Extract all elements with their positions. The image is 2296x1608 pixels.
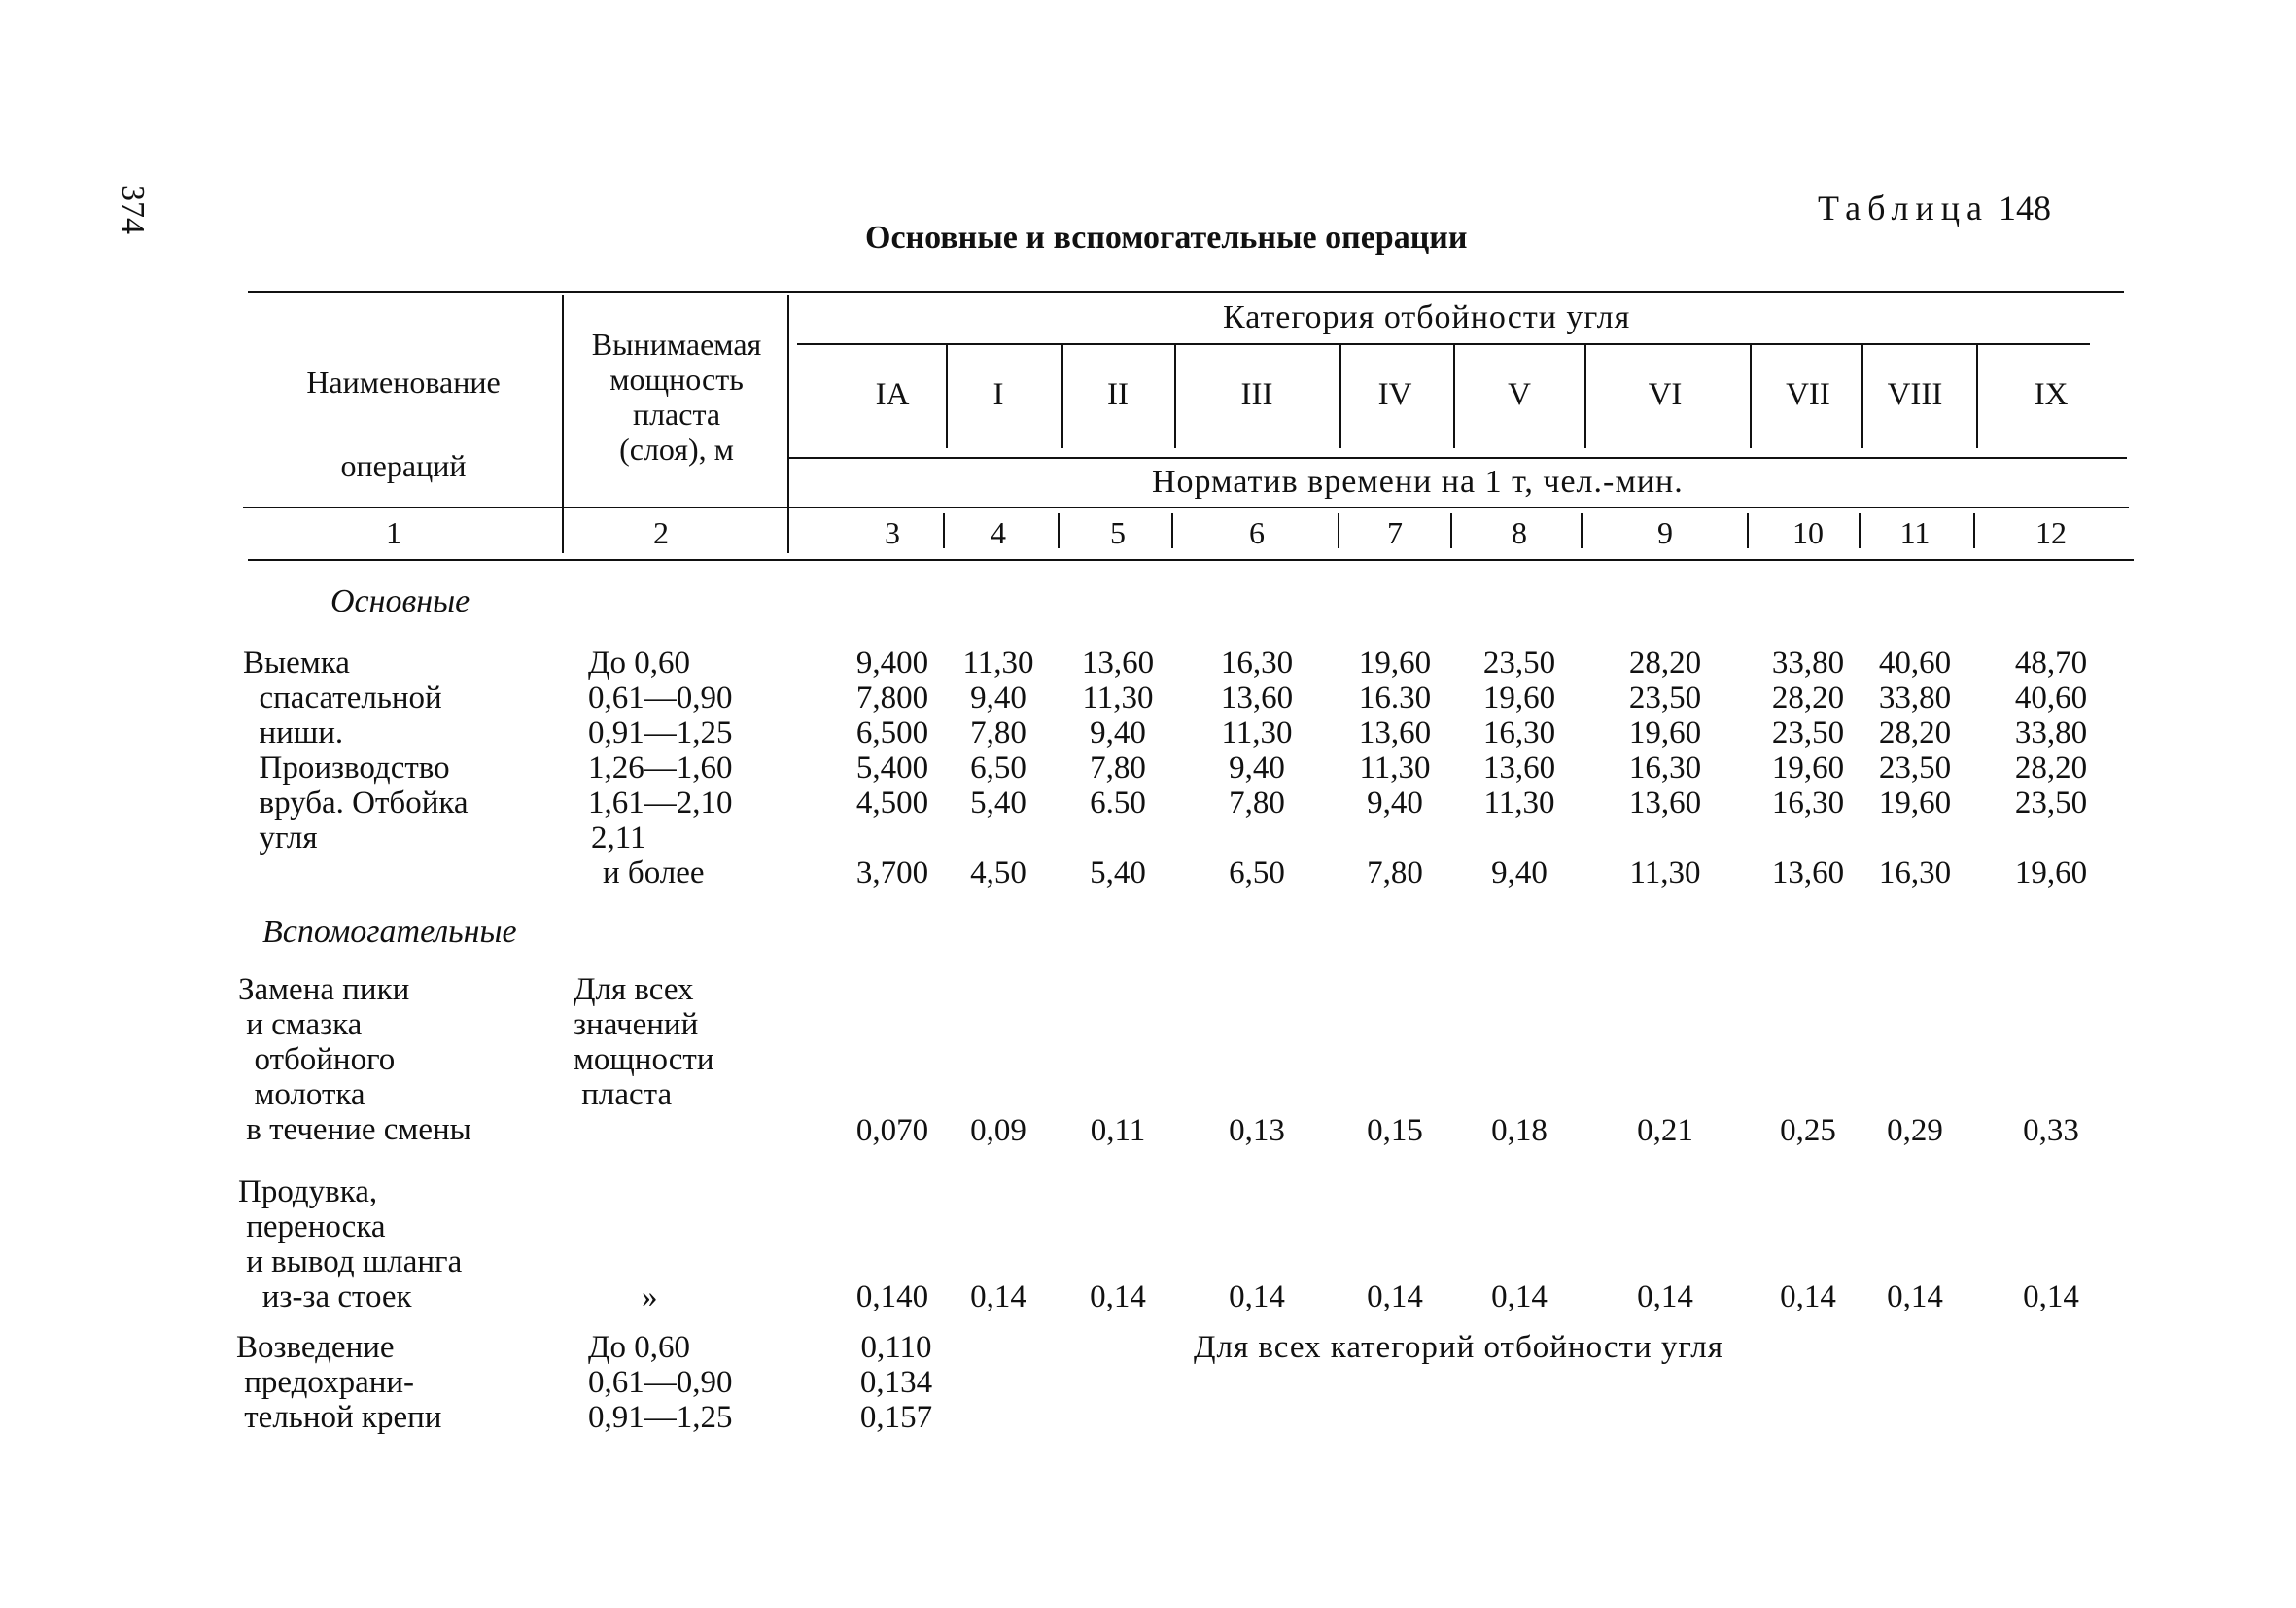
column-number-8: 8	[1512, 515, 1527, 550]
aux-row-2-value-9: 0,14	[1887, 1279, 1943, 1314]
aux-row-1-value-7: 0,21	[1637, 1113, 1693, 1148]
main-value-r1-c10: 48,70	[2014, 646, 2088, 681]
main-value-r5-c2: 5,40	[970, 786, 1026, 821]
main-value-r2-c10: 40,60	[2014, 681, 2088, 716]
main-value-r3-c8: 23,50	[1771, 716, 1845, 751]
main-value-r2-c3: 11,30	[1082, 681, 1154, 716]
main-thickness-4: 1,26—1,60	[588, 751, 733, 786]
main-value-r4-c2: 6,50	[970, 751, 1026, 786]
header-category-title: Категория отбойности угля	[1223, 299, 1631, 335]
colnum-bottom-rule	[248, 559, 2134, 561]
num-divider-3	[1171, 513, 1173, 548]
main-value-r3-c2: 7,80	[970, 716, 1026, 751]
column-number-9: 9	[1657, 515, 1673, 550]
aux-row-2-value-7: 0,14	[1637, 1279, 1693, 1314]
norm-rule	[787, 457, 2127, 459]
main-value-r1-c8: 33,80	[1771, 646, 1845, 681]
aux-row-3-thickness-3: 0,91—1,25	[588, 1400, 733, 1435]
aux-row-2-value-8: 0,14	[1780, 1279, 1836, 1314]
main-value-r6-c5: 7,80	[1367, 856, 1423, 891]
aux-row-1-value-8: 0,25	[1780, 1113, 1836, 1148]
aux-row-1-value-4: 0,13	[1229, 1113, 1285, 1148]
main-value-r2-c9: 33,80	[1878, 681, 1952, 716]
main-value-r2-c8: 28,20	[1771, 681, 1845, 716]
column-number-4: 4	[991, 515, 1006, 550]
main-value-r5-c6: 11,30	[1483, 786, 1555, 821]
main-value-r5-c3: 6.50	[1090, 786, 1146, 821]
column-number-3: 3	[885, 515, 900, 550]
main-value-r6-c10: 19,60	[2014, 856, 2088, 891]
aux-row-1-value-2: 0,09	[970, 1113, 1026, 1148]
main-value-r5-c9: 19,60	[1878, 786, 1952, 821]
main-value-r6-c8: 13,60	[1771, 856, 1845, 891]
table-label	[1818, 188, 2051, 228]
main-thickness-1: До 0,60	[588, 646, 691, 681]
category-rule	[797, 343, 2090, 345]
column-number-12: 12	[2035, 515, 2067, 550]
category-8: VII	[1786, 377, 1830, 412]
category-7: VI	[1648, 377, 1683, 412]
aux-row-1-value-6: 0,18	[1491, 1113, 1548, 1148]
main-operation: Выемка спасательной ниши. Производство вруба. Отбойка угля	[243, 646, 469, 856]
aux-row-2-value-3: 0,14	[1090, 1279, 1146, 1314]
main-value-r1-c2: 11,30	[962, 646, 1034, 681]
num-divider-1	[943, 513, 945, 548]
aux-row-1-value-10: 0,33	[2023, 1113, 2079, 1148]
aux-row-1-value-3: 0,11	[1090, 1113, 1146, 1148]
main-value-r6-c7: 11,30	[1629, 856, 1701, 891]
category-10: IX	[2034, 377, 2069, 412]
aux-row-3-note: Для всех категорий отбойности угля	[1194, 1330, 1723, 1365]
main-value-r6-c4: 6,50	[1229, 856, 1285, 891]
main-value-r3-c6: 16,30	[1482, 716, 1556, 751]
main-value-r1-c5: 19,60	[1358, 646, 1432, 681]
main-value-r4-c1: 5,400	[855, 751, 929, 786]
main-value-r1-c1: 9,400	[855, 646, 929, 681]
main-value-r4-c8: 19,60	[1771, 751, 1845, 786]
main-value-r5-c5: 9,40	[1367, 786, 1423, 821]
main-value-r2-c5: 16.30	[1358, 681, 1432, 716]
category-2: I	[992, 377, 1004, 412]
main-value-r4-c5: 11,30	[1359, 751, 1431, 786]
col1-divider	[562, 295, 564, 553]
main-value-r4-c6: 13,60	[1482, 751, 1556, 786]
main-value-r1-c6: 23,50	[1482, 646, 1556, 681]
aux-row-3-thickness-1: До 0,60	[588, 1330, 691, 1365]
aux-row-3-value-1: 0,110	[860, 1330, 932, 1365]
category-3: II	[1107, 377, 1129, 412]
aux-row-2-value-10: 0,14	[2023, 1279, 2079, 1314]
main-value-r5-c8: 16,30	[1771, 786, 1845, 821]
main-value-r5-c1: 4,500	[855, 786, 929, 821]
main-value-r4-c4: 9,40	[1229, 751, 1285, 786]
main-value-r2-c6: 19,60	[1482, 681, 1556, 716]
header-operation-name: Наименование операций	[306, 365, 501, 483]
category-1: IA	[875, 377, 910, 412]
aux-row-2-value-5: 0,14	[1367, 1279, 1423, 1314]
section-aux: Вспомогательные	[262, 914, 517, 950]
main-thickness-2: 0,61—0,90	[588, 681, 733, 716]
header-norm-title: Норматив времени на 1 т, чел.-мин.	[1152, 464, 1684, 500]
main-value-r4-c10: 28,20	[2014, 751, 2088, 786]
table-label-word: Таблица	[1818, 189, 1989, 227]
table-title: Основные и вспомогательные операции	[865, 220, 1468, 256]
num-divider-5	[1450, 513, 1452, 548]
aux-row-3-value-2: 0,134	[859, 1365, 933, 1400]
main-value-r6-c1: 3,700	[855, 856, 929, 891]
main-value-r1-c3: 13,60	[1081, 646, 1155, 681]
main-value-r3-c9: 28,20	[1878, 716, 1952, 751]
main-thickness-6: 2,11	[591, 821, 646, 856]
aux-row-1-operation: Замена пики и смазка отбойного молотка в течение смены	[238, 972, 471, 1147]
main-value-r4-c9: 23,50	[1878, 751, 1952, 786]
main-value-r5-c10: 23,50	[2014, 786, 2088, 821]
num-divider-8	[1859, 513, 1861, 548]
num-divider-9	[1973, 513, 1975, 548]
column-number-7: 7	[1387, 515, 1403, 550]
aux-row-1-value-9: 0,29	[1887, 1113, 1943, 1148]
category-9: VIII	[1887, 377, 1943, 412]
aux-row-2-operation: Продувка, переноска и вывод шланга из-за стоек	[238, 1174, 463, 1314]
main-value-r4-c7: 16,30	[1628, 751, 1702, 786]
aux-row-3-thickness-2: 0,61—0,90	[588, 1365, 733, 1400]
category-4: III	[1240, 377, 1273, 412]
aux-row-2-thickness: »	[642, 1279, 658, 1314]
column-number-2: 2	[653, 515, 669, 550]
aux-row-1-thickness: Для всех значений мощности пласта	[574, 972, 714, 1112]
main-value-r3-c5: 13,60	[1358, 716, 1432, 751]
main-value-r1-c9: 40,60	[1878, 646, 1952, 681]
main-value-r5-c4: 7,80	[1229, 786, 1285, 821]
column-number-6: 6	[1249, 515, 1265, 550]
table-number: 148	[1998, 189, 2051, 227]
column-number-10: 10	[1792, 515, 1824, 550]
aux-row-3-value-3: 0,157	[859, 1400, 933, 1435]
main-value-r4-c3: 7,80	[1090, 751, 1146, 786]
main-value-r1-c4: 16,30	[1220, 646, 1294, 681]
header-thickness: Вынимаемая мощность пласта (слоя), м	[591, 327, 762, 467]
section-main: Основные	[330, 583, 470, 619]
num-divider-2	[1058, 513, 1060, 548]
aux-row-2-value-1: 0,140	[855, 1279, 929, 1314]
col2-divider	[787, 295, 789, 553]
main-value-r2-c4: 13,60	[1220, 681, 1294, 716]
aux-row-2-value-2: 0,14	[970, 1279, 1026, 1314]
column-number-11: 11	[1899, 515, 1931, 550]
aux-row-2-value-6: 0,14	[1491, 1279, 1548, 1314]
column-number-1: 1	[386, 515, 401, 550]
main-value-r2-c7: 23,50	[1628, 681, 1702, 716]
num-divider-7	[1747, 513, 1749, 548]
main-value-r6-c2: 4,50	[970, 856, 1026, 891]
main-value-r3-c4: 11,30	[1221, 716, 1293, 751]
main-thickness-3: 0,91—1,25	[588, 716, 733, 751]
main-value-r5-c7: 13,60	[1628, 786, 1702, 821]
aux-row-2-value-4: 0,14	[1229, 1279, 1285, 1314]
main-value-r1-c7: 28,20	[1628, 646, 1702, 681]
column-number-5: 5	[1110, 515, 1126, 550]
main-value-r6-c6: 9,40	[1491, 856, 1548, 891]
main-value-r6-c9: 16,30	[1878, 856, 1952, 891]
num-divider-6	[1581, 513, 1583, 548]
main-value-r2-c2: 9,40	[970, 681, 1026, 716]
aux-row-3-operation: Возведение предохрани- тельной крепи	[236, 1330, 442, 1435]
table-top-rule	[248, 291, 2124, 293]
main-value-r2-c1: 7,800	[855, 681, 929, 716]
category-5: IV	[1377, 377, 1412, 412]
category-6: V	[1508, 377, 1531, 412]
main-value-r6-c3: 5,40	[1090, 856, 1146, 891]
aux-row-1-value-1: 0,070	[855, 1113, 929, 1148]
main-thickness-5: 1,61—2,10	[588, 786, 733, 821]
main-value-r3-c3: 9,40	[1090, 716, 1146, 751]
main-thickness-7: и более	[603, 856, 705, 891]
page-number: 374	[115, 185, 151, 234]
aux-row-1-value-5: 0,15	[1367, 1113, 1423, 1148]
main-value-r3-c10: 33,80	[2014, 716, 2088, 751]
main-value-r3-c7: 19,60	[1628, 716, 1702, 751]
main-value-r3-c1: 6,500	[855, 716, 929, 751]
num-divider-4	[1338, 513, 1339, 548]
